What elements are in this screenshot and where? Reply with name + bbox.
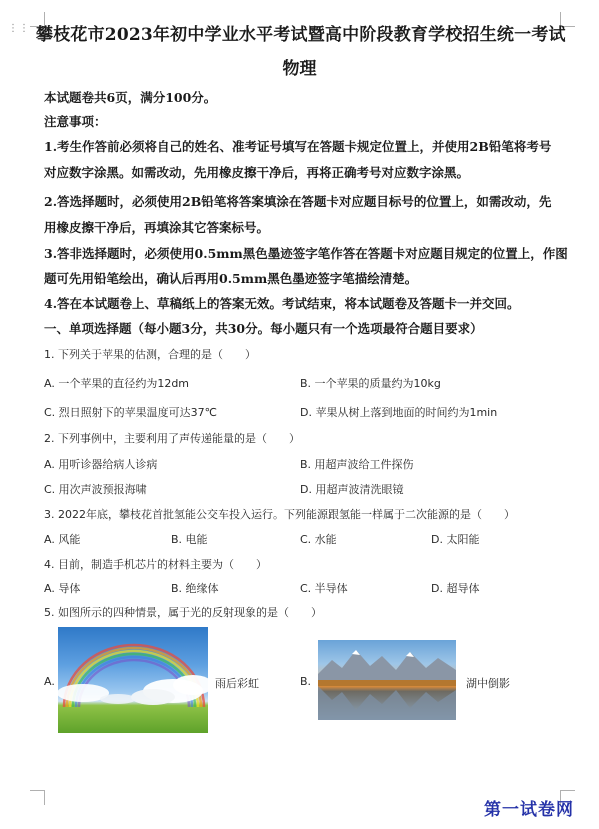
- notice-line: 3.答非选择题时，必须使用0.5mm黑色墨迹签字笔作答在答题卡对应题目规定的位置上，作图: [44, 246, 568, 261]
- section-heading: 一、单项选择题（每小题3分，共30分。每小题只有一个选项最符合题目要求）: [44, 321, 483, 336]
- caption-rainbow: 雨后彩虹: [215, 677, 259, 690]
- notice-line: 题可先用铅笔绘出，确认后再用0.5mm黑色墨迹签字笔描绘清楚。: [44, 271, 418, 286]
- notice-line: 1.考生作答前必须将自己的姓名、准考证号填写在答题卡规定位置上，并使用2B铅笔将考号: [44, 139, 552, 154]
- exam-title: 攀枝花市2023年初中学业水平考试暨高中阶段教育学校招生统一考试: [36, 25, 566, 45]
- question-option: C. 用次声波预报海啸: [44, 483, 147, 496]
- caption-lake: 湖中倒影: [466, 677, 510, 690]
- question-option: D. 苹果从树上落到地面的时间约为1min: [300, 406, 498, 419]
- lake-reflection-photo: [318, 640, 456, 720]
- rainbow-photo: [58, 627, 208, 733]
- question-option: B. 绝缘体: [171, 582, 219, 595]
- question-stem: 5. 如图所示的四种情景，属于光的反射现象的是（ ）: [44, 606, 322, 619]
- question-option: B. 一个苹果的质量约为10kg: [300, 377, 441, 390]
- question-stem: 3. 2022年底，攀枝花首批氢能公交车投入运行。下列能源跟氢能一样属于二次能源的是（ ）: [44, 508, 515, 521]
- option-label-b: B.: [300, 675, 312, 688]
- notice-line: 2.答选择题时，必须使用2B铅笔将答案填涂在答题卡对应题目标号的位置上，如需改动，先: [44, 194, 552, 209]
- question-option: B. 用超声波给工件探伤: [300, 458, 414, 471]
- notice-heading: 注意事项：: [44, 114, 107, 129]
- question-option: B. 电能: [171, 533, 208, 546]
- corner-mark-bottom-left: [30, 790, 45, 805]
- question-option: D. 超导体: [431, 582, 480, 595]
- question-option: A. 用听诊器给病人诊病: [44, 458, 158, 471]
- notice-line: 对应数字涂黑。如需改动，先用橡皮擦干净后，再将正确考号对应数字涂黑。: [44, 165, 470, 180]
- site-watermark: 第一试卷网: [484, 800, 574, 820]
- notice-line: 4.答在本试题卷上、草稿纸上的答案无效。考试结束，将本试题卷及答题卡一并交回。: [44, 296, 520, 311]
- question-option: A. 风能: [44, 533, 81, 546]
- question-option: C. 半导体: [300, 582, 348, 595]
- option-label-a: A.: [44, 675, 55, 688]
- question-stem: 4. 目前，制造手机芯片的材料主要为（ ）: [44, 558, 267, 571]
- question-option: D. 太阳能: [431, 533, 480, 546]
- question-option: D. 用超声波清洗眼镜: [300, 483, 404, 496]
- notice-line: 用橡皮擦干净后，再填涂其它答案标号。: [44, 220, 270, 235]
- question-option: C. 水能: [300, 533, 337, 546]
- question-stem: 2. 下列事例中，主要利用了声传递能量的是（ ）: [44, 432, 300, 445]
- question-option: A. 一个苹果的直径约为12dm: [44, 377, 190, 390]
- question-option: C. 烈日照射下的苹果温度可达37℃: [44, 406, 218, 419]
- question-stem: 1. 下列关于苹果的估测，合理的是（ ）: [44, 348, 256, 361]
- subject-title: 物理: [282, 59, 317, 79]
- question-option: A. 导体: [44, 582, 81, 595]
- drag-handle-icon[interactable]: ⋮⋮: [8, 23, 30, 34]
- intro-text: 本试题卷共6页，满分100分。: [44, 90, 217, 105]
